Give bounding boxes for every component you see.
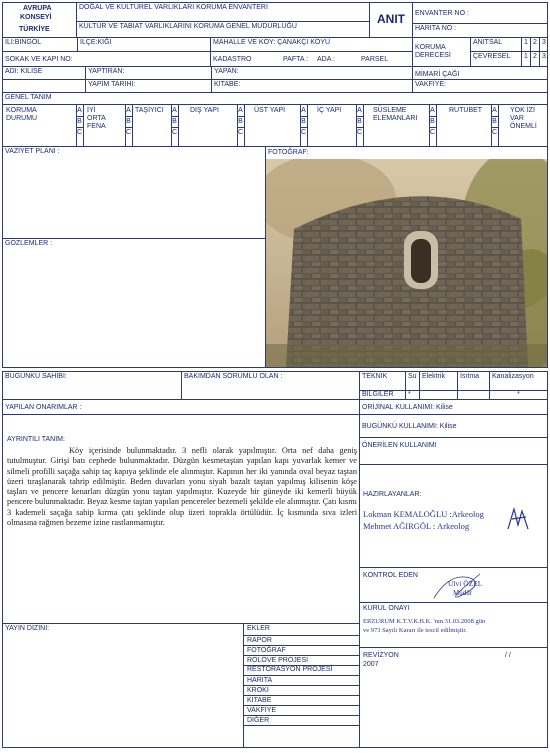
ayrintili-tanim-box xyxy=(2,414,360,624)
grade-c-label: C xyxy=(76,129,83,136)
ekler-heading: EKLER xyxy=(244,624,359,636)
yapim-tarihi-box xyxy=(85,79,212,93)
org-line1: AVRUPA xyxy=(23,5,52,12)
gozlemler-label: GÖZLEMLER : xyxy=(5,240,53,247)
yapilan-onarimlar-box xyxy=(2,399,360,415)
grade-a-label: A xyxy=(77,107,82,114)
orijinal-kullanimi-box xyxy=(359,399,548,415)
su-value: * xyxy=(408,391,411,398)
kurul-text-1: ERZURUM K.T.V.K.B.K. 'nın 31.03.2008 gün xyxy=(363,618,486,625)
vaziyet-plani-box xyxy=(2,146,266,239)
genel-tanim-label: GENEL TANIM xyxy=(5,94,52,101)
elektrik-box xyxy=(419,371,458,391)
grade-b-label: B xyxy=(357,118,362,125)
kanalizasyon-value: * xyxy=(517,391,520,398)
grade-b-label: B xyxy=(430,118,435,125)
kitabe-label: KİTABE: xyxy=(214,81,241,88)
grade-c-label: C xyxy=(300,129,307,136)
ekler-item: VAKFİYE xyxy=(244,706,359,716)
koruma-durumu-label: KORUMA DURUMU xyxy=(6,107,38,122)
ekler-item: RESTORASYON PROJESİ xyxy=(244,666,359,676)
grade-a-label: A xyxy=(126,107,131,114)
sokak-box xyxy=(2,51,211,67)
adi-label: ADI: KİLİSE xyxy=(5,68,43,75)
grade-divider xyxy=(76,116,83,117)
org-box xyxy=(2,2,77,38)
grade-a-label: A xyxy=(172,107,177,114)
yayin-dizini-label: YAYIN DİZİNİ: xyxy=(5,625,50,632)
ilce-box xyxy=(77,37,211,52)
ekler-box xyxy=(243,623,360,748)
orijinal-kullanimi-label: ORİJİNAL KULLANIMI: Kilise xyxy=(362,404,453,411)
su-label: Su xyxy=(408,373,417,380)
ekler-item: RÖLÖVE PROJESİ xyxy=(244,656,359,666)
yapan-label: YAPAN: xyxy=(214,68,239,75)
revizyon-year: 2007 xyxy=(363,661,379,668)
degree-3-cevresel xyxy=(539,51,548,67)
bugunku-kullanimi-box xyxy=(359,414,548,438)
kurul-text-2: ve 973 Sayılı Kararı ile tescil edilmiştir. xyxy=(363,627,467,634)
grade-divider xyxy=(300,127,307,128)
kadastro-box xyxy=(210,51,413,67)
grade-divider xyxy=(356,127,363,128)
grade-a-label: A xyxy=(357,107,362,114)
koruma-derecesi-label: KORUMA DERECESİ xyxy=(415,44,451,59)
il-label: İLİ:BİNGÖL xyxy=(5,39,42,46)
kanalizasyon-label: Kanalizasyon xyxy=(492,373,534,380)
dis-yapi-label: DIŞ YAPI xyxy=(190,107,219,114)
degree-2-text: 2 xyxy=(533,39,537,46)
yayin-dizini-box xyxy=(2,623,244,748)
rutubet-label: RUTUBET xyxy=(449,107,483,114)
parsel-label: PARSEL xyxy=(361,56,389,63)
envanter-no-label: ENVANTER NO : xyxy=(415,10,469,17)
yapim-tarihi-label: YAPIM TARİHİ: xyxy=(88,81,136,88)
gozlemler-box xyxy=(2,238,266,368)
harita-no-box xyxy=(412,23,548,38)
grade-b-label: B xyxy=(77,118,82,125)
signature-1 xyxy=(506,505,532,533)
revizyon-label: REVİZYON xyxy=(363,652,399,659)
bakimdan-box xyxy=(181,371,360,400)
grid-separator xyxy=(307,104,308,147)
preparer-2: Mehmet AĞIRGÖL : Arkeolog xyxy=(363,521,470,531)
koruma-derecesi-box xyxy=(412,37,471,67)
grade-a-label: A xyxy=(301,107,306,114)
grade-c-label: C xyxy=(171,129,178,136)
pafta-label: PAFTA : xyxy=(283,56,309,63)
degree-3-text: 3 xyxy=(542,39,546,46)
mimari-cagi-label: MİMARİ ÇAĞI xyxy=(415,71,460,78)
grade-b-label: B xyxy=(238,118,243,125)
grade-c-label: C xyxy=(237,129,244,136)
susleme-label: SÜSLEME ELEMANLARI xyxy=(373,107,418,122)
revizyon-box xyxy=(359,647,548,748)
grade-c-label: C xyxy=(491,129,498,136)
onerilen-kullanimi-label: ÖNERİLEN KULLANIMI xyxy=(362,442,437,449)
degree-3-anitsal xyxy=(539,37,548,52)
grade-a-label: A xyxy=(238,107,243,114)
org-line3: TÜRKİYE xyxy=(19,26,50,33)
yaptiran-box xyxy=(85,66,212,80)
isitma-box xyxy=(457,371,490,391)
ekler-item: KROKİ xyxy=(244,686,359,696)
il-box xyxy=(2,37,78,52)
grid-separator xyxy=(83,104,84,147)
title-box-1 xyxy=(76,2,370,22)
stamp-name: Ulvi ÖZEL xyxy=(448,579,483,588)
type-label: ANIT xyxy=(377,12,405,26)
grade-divider xyxy=(76,127,83,128)
grid-separator xyxy=(363,104,364,147)
ilce-label: İLÇE:KIĞI xyxy=(80,39,112,46)
adi-box xyxy=(2,66,86,80)
ayrintili-tanim-text: Köy içerisinde bulunmaktadır. 3 nefli olarak yapılmıştır. Orta nef daha geniş tutulmuştur. Girişi batı cephede bulunmaktadır. Düzgün kesmetaştan yapılan kapı yuvarlak kemer ve silmeli profilli saçağa sahip taç kapıya şeklinde ele alınmıştır. Kapının her iki yanında oval beyaz taştan üzeri tıraşlanarak tahrip edilmiştir. Beden duvarları yonu siyah bazalt taştan yapılmış kilisenin köşe taşları ve pencere kenarları düzgün yonu taştan yapılmıştır. Kuzeyde bir güneyde iki kemerli büyük pencere bulunmaktadır. Beyaz kesme taştan yapılan pencereler bezemeli şekilde ele alınmıştır. Çatı kısmı 3 kademeli saçağa sahip kırma çatı şeklinde olup üzeri toprakla örtülüdür. İç kısmında sıva izleri olmasına rağmen bezeme izine rastlanmamıştır. xyxy=(7,446,357,528)
blank-box xyxy=(2,79,86,93)
grade-divider xyxy=(237,116,244,117)
preparer-1: Lokman KEMALOĞLU :Arkeolog xyxy=(363,509,484,519)
yapan-box xyxy=(211,66,413,80)
anitsal-label: ANITSAL xyxy=(473,39,503,46)
teknik-box xyxy=(359,371,406,391)
grade-divider xyxy=(429,127,436,128)
mahalle-label: MAHALLE VE KÖY: ÇANAKÇI KÖYÜ xyxy=(213,39,331,46)
kontrol-eden-label: KONTROL EDEN xyxy=(363,572,418,579)
church-photo xyxy=(266,159,547,367)
grid-separator xyxy=(498,104,499,147)
grade-divider xyxy=(125,116,132,117)
grade-b-label: B xyxy=(172,118,177,125)
hazirlayanlar-label: HAZIRLAYANLAR: xyxy=(363,491,422,498)
kitabe-box xyxy=(211,79,413,93)
grade-divider xyxy=(237,127,244,128)
grade-b-label: B xyxy=(301,118,306,125)
yok-izi-label: YOK İZİ VAR ÖNEMLİ xyxy=(510,107,537,130)
grade-divider xyxy=(429,116,436,117)
su-box xyxy=(405,371,420,391)
ekler-item: HARİTA xyxy=(244,676,359,686)
grade-c-label: C xyxy=(429,129,436,136)
type-box xyxy=(369,2,413,38)
elektrik-label: Elektrik xyxy=(422,373,445,380)
kanalizasyon-box xyxy=(489,371,548,391)
grade-b-label: B xyxy=(126,118,131,125)
degree-1-text: 1 xyxy=(524,53,528,60)
grade-divider xyxy=(171,116,178,117)
mahalle-box xyxy=(210,37,413,52)
cevresel-label: ÇEVRESEL xyxy=(473,53,511,60)
grade-divider xyxy=(356,116,363,117)
grade-divider xyxy=(171,127,178,128)
harita-no-label: HARİTA NO : xyxy=(415,25,457,32)
grid-separator xyxy=(132,104,133,147)
ada-label: ADA : xyxy=(317,56,335,63)
title-1: DOĞAL VE KÜLTÜREL VARLIKLARI KORUMA ENVANTERİ xyxy=(79,4,268,11)
kontrol-eden-box xyxy=(359,567,548,603)
revizyon-date: / / xyxy=(505,652,511,659)
ekler-item: DİĞER xyxy=(244,716,359,726)
grade-a-label: A xyxy=(492,107,497,114)
org-line2: KONSEYİ xyxy=(20,14,52,21)
bugunku-sahibi-label: BUGÜNKÜ SAHİBİ: xyxy=(5,373,67,380)
signature-2 xyxy=(430,568,490,602)
ayrintili-tanim-heading: AYRINTILI TANIM: xyxy=(7,436,65,443)
vakfiye-box xyxy=(412,79,548,93)
tasiyici-label: TAŞIYICI xyxy=(135,107,164,114)
iyi-orta-fena-label: İYİ ORTA FENA xyxy=(87,107,106,130)
grid-separator xyxy=(178,104,179,147)
ekler-item: FOTOĞRAF xyxy=(244,646,359,656)
grid-separator xyxy=(436,104,437,147)
ekler-list xyxy=(244,636,359,726)
teknik-label: TEKNİK xyxy=(362,373,388,380)
grade-divider xyxy=(125,127,132,128)
grade-c-label: C xyxy=(356,129,363,136)
grade-divider xyxy=(491,127,498,128)
stamp-title: Müdür xyxy=(453,589,473,597)
grade-b-label: B xyxy=(492,118,497,125)
grade-divider xyxy=(491,116,498,117)
vaziyet-plani-label: VAZİYET PLANI : xyxy=(5,148,60,155)
ic-yapi-label: İÇ YAPI xyxy=(317,107,342,114)
grade-c-label: C xyxy=(125,129,132,136)
bilgiler-label: BİLGİLER xyxy=(362,391,394,398)
degree-1-text: 1 xyxy=(524,39,528,46)
grade-divider xyxy=(300,116,307,117)
ekler-item: RAPOR xyxy=(244,636,359,646)
yapilan-onarimlar-label: YAPILAN ONARIMLAR : xyxy=(5,404,82,411)
title-box-2 xyxy=(76,21,370,38)
mimari-cagi-box xyxy=(412,66,548,80)
grid-separator xyxy=(244,104,245,147)
envanter-no-box xyxy=(412,2,548,24)
grade-a-label: A xyxy=(430,107,435,114)
fotograf-box xyxy=(265,146,548,368)
bakimdan-label: BAKIMDAN SORUMLU OLAN : xyxy=(184,373,283,380)
isitma-label: Isıtma xyxy=(460,373,480,380)
kurul-onayi-label: KURUL ONAYI xyxy=(363,605,410,612)
bugunku-sahibi-box xyxy=(2,371,182,400)
title-2: KÜLTÜR VE TABİAT VARLIKLARINI KORUMA GENEL MÜDÜRLÜĞÜ xyxy=(79,23,297,30)
kurul-onayi-box xyxy=(359,602,548,648)
anitsal-box xyxy=(470,37,522,52)
degree-3-text: 3 xyxy=(542,53,546,60)
yaptiran-label: YAPTIRAN: xyxy=(88,68,125,75)
ekler-item: KİTABE xyxy=(244,696,359,706)
degree-2-text: 2 xyxy=(533,53,537,60)
fotograf-label: FOTOĞRAF: xyxy=(268,149,309,156)
bugunku-kullanimi-label: BUGÜNKÜ KULLANIMI: Kilise xyxy=(362,423,457,430)
cevresel-box xyxy=(470,51,522,67)
ust-yapi-label: ÜST YAPI xyxy=(254,107,286,114)
onerilen-kullanimi-box xyxy=(359,437,548,465)
sokak-label: SOKAK VE KAPI NO: xyxy=(5,56,73,63)
kadastro-label: KADASTRO xyxy=(213,56,252,63)
hazirlayanlar-box xyxy=(359,464,548,568)
vakfiye-label: VAKFİYE: xyxy=(415,81,446,88)
